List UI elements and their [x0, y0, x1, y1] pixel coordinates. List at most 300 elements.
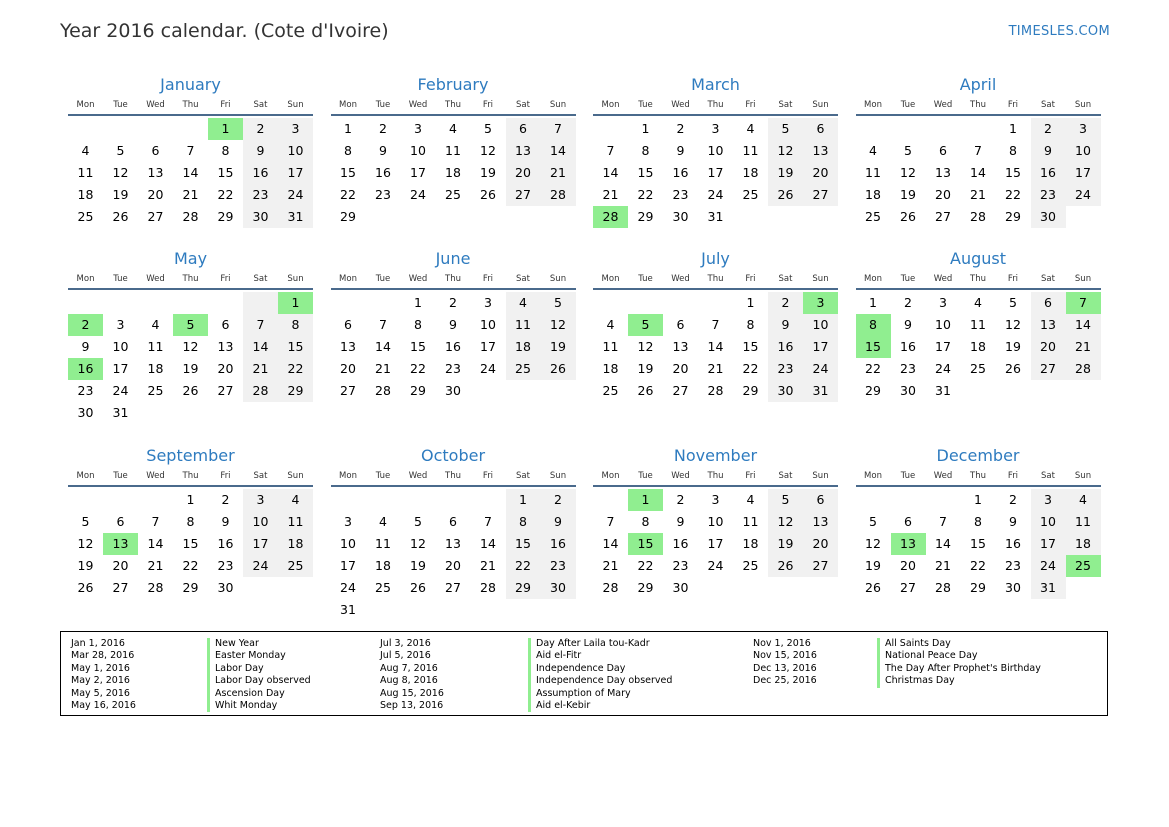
empty-cell — [506, 380, 541, 402]
day-cell: 24 — [243, 555, 278, 577]
day-cell: 12 — [77, 536, 94, 551]
day-cell: 29 — [217, 209, 234, 224]
day-cell: 3 — [414, 121, 422, 136]
weekday-label: Sun — [549, 100, 567, 110]
day-cell: 13 — [103, 533, 138, 555]
day-cell: 13 — [147, 165, 164, 180]
weekday-label: Sat — [778, 100, 793, 110]
day-cell: 5 — [414, 514, 422, 529]
day-cell: 26 — [768, 555, 803, 577]
weekday-label: Mon — [339, 274, 357, 284]
day-cell: 12 — [768, 511, 803, 533]
day-cell: 30 — [445, 383, 461, 398]
day-cell: 5 — [768, 489, 803, 511]
legend-date: Nov 15, 2016 — [753, 650, 817, 662]
day-cell: 10 — [935, 317, 951, 332]
weekday-label: Tue — [638, 100, 653, 110]
day-cell: 7 — [1066, 292, 1101, 314]
day-cell: 6 — [676, 317, 685, 332]
day-cell: 25 — [375, 580, 391, 595]
empty-cell — [961, 118, 996, 140]
weekday-header — [593, 270, 838, 290]
empty-cell — [366, 489, 401, 511]
day-cell: 17 — [480, 339, 496, 354]
day-cell: 17 — [803, 336, 838, 358]
day-cell: 25 — [77, 209, 94, 224]
day-cell: 20 — [506, 162, 541, 184]
day-cell: 2 — [68, 314, 103, 336]
day-cell: 12 — [410, 536, 426, 551]
day-cell: 21 — [602, 187, 619, 202]
empty-cell — [506, 599, 541, 621]
day-cell: 23 — [672, 558, 689, 573]
weekday-header — [331, 467, 576, 487]
day-cell: 18 — [506, 336, 541, 358]
day-cell: 4 — [746, 492, 755, 507]
day-cell: 12 — [182, 339, 199, 354]
day-cell: 6 — [1031, 292, 1066, 314]
month-january — [68, 74, 313, 228]
day-cell: 23 — [672, 187, 689, 202]
day-cell: 19 — [637, 361, 654, 376]
empty-cell — [366, 206, 401, 228]
empty-cell — [856, 118, 891, 140]
day-cell: 11 — [506, 314, 541, 336]
weekday-label: Fri — [482, 471, 494, 481]
day-cell: 1 — [746, 295, 755, 310]
empty-cell — [436, 489, 471, 511]
day-cell: 15 — [217, 165, 234, 180]
day-cell: 18 — [865, 187, 881, 202]
day-cell: 4 — [278, 489, 313, 511]
weekday-label: Tue — [638, 471, 653, 481]
day-cell: 24 — [803, 358, 838, 380]
day-cell: 13 — [217, 339, 234, 354]
day-cell: 20 — [147, 187, 164, 202]
month-name: January — [160, 75, 221, 94]
day-cell: 28 — [375, 383, 391, 398]
day-cell: 18 — [742, 536, 759, 551]
day-cell: 22 — [182, 558, 199, 573]
day-cell: 15 — [637, 165, 654, 180]
day-cell: 6 — [803, 118, 838, 140]
legend-holiday-name: National Peace Day — [885, 650, 978, 662]
empty-cell — [103, 292, 138, 314]
day-cell: 14 — [147, 536, 164, 551]
day-cell: 28 — [147, 580, 164, 595]
weekday-header — [68, 467, 313, 487]
day-cell: 3 — [939, 295, 947, 310]
day-cell: 5 — [173, 314, 208, 336]
day-cell: 17 — [1031, 533, 1066, 555]
day-cell: 7 — [711, 317, 720, 332]
day-cell: 24 — [480, 361, 496, 376]
day-cell: 22 — [637, 187, 654, 202]
weekday-label: Mon — [864, 274, 882, 284]
day-cell: 21 — [707, 361, 724, 376]
weekday-label: Fri — [220, 471, 231, 481]
day-cell: 10 — [1031, 511, 1066, 533]
empty-cell — [856, 489, 891, 511]
weekday-label: Sat — [516, 274, 530, 284]
day-cell: 18 — [1066, 533, 1101, 555]
day-cell: 6 — [506, 118, 541, 140]
month-name: April — [959, 75, 997, 94]
day-cell: 6 — [221, 317, 230, 332]
day-cell: 30 — [672, 580, 689, 595]
day-cell: 7 — [243, 314, 278, 336]
empty-cell — [1066, 206, 1101, 228]
day-cell: 10 — [340, 536, 356, 551]
weekday-label: Wed — [933, 100, 953, 110]
month-name: September — [146, 446, 235, 465]
weekday-label: Sat — [253, 274, 268, 284]
weekday-label: Fri — [745, 274, 756, 284]
day-cell: 4 — [869, 143, 877, 158]
month-august — [856, 248, 1101, 402]
page-title: Year 2016 calendar. (Cote d'Ivoire) — [60, 20, 389, 42]
day-cell: 17 — [1066, 162, 1101, 184]
empty-cell — [401, 599, 436, 621]
day-cell: 9 — [81, 339, 90, 354]
legend-names — [207, 638, 311, 712]
day-cell: 21 — [541, 162, 576, 184]
day-cell: 17 — [707, 536, 724, 551]
day-cell: 26 — [112, 209, 129, 224]
day-cell: 31 — [803, 380, 838, 402]
weekday-label: Mon — [864, 100, 882, 110]
day-cell: 2 — [1009, 492, 1017, 507]
day-cell: 8 — [641, 514, 650, 529]
empty-cell — [891, 489, 926, 511]
day-cell: 24 — [1066, 184, 1101, 206]
empty-cell — [541, 380, 576, 402]
day-cell: 6 — [939, 143, 947, 158]
day-grid — [68, 489, 313, 599]
weekday-label: Wed — [408, 274, 428, 284]
weekday-label: Sun — [1074, 274, 1092, 284]
legend-date: May 1, 2016 — [71, 662, 130, 674]
weekday-label: Sun — [812, 100, 829, 110]
weekday-label: Wed — [408, 100, 428, 110]
day-cell: 15 — [506, 533, 541, 555]
day-cell: 16 — [672, 165, 689, 180]
weekday-label: Tue — [900, 100, 916, 110]
weekday-label: Tue — [113, 100, 128, 110]
day-cell: 9 — [379, 143, 387, 158]
legend-holiday-name: Easter Monday — [215, 650, 286, 662]
day-cell: 8 — [974, 514, 982, 529]
day-cell: 21 — [480, 558, 496, 573]
empty-cell — [593, 118, 628, 140]
day-cell: 2 — [243, 118, 278, 140]
day-cell: 29 — [970, 580, 986, 595]
day-cell: 24 — [707, 558, 724, 573]
day-cell: 15 — [742, 339, 759, 354]
day-cell: 23 — [1005, 558, 1021, 573]
day-cell: 22 — [970, 558, 986, 573]
day-cell: 23 — [768, 358, 803, 380]
day-cell: 8 — [641, 143, 650, 158]
day-cell: 27 — [803, 184, 838, 206]
day-cell: 18 — [970, 339, 986, 354]
day-cell: 10 — [803, 314, 838, 336]
empty-cell — [698, 577, 733, 599]
day-cell: 31 — [112, 405, 129, 420]
day-cell: 27 — [340, 383, 356, 398]
empty-cell — [173, 402, 208, 424]
day-cell: 10 — [112, 339, 129, 354]
day-cell: 28 — [707, 383, 724, 398]
day-cell: 11 — [602, 339, 619, 354]
day-cell: 13 — [1031, 314, 1066, 336]
day-cell: 16 — [672, 536, 689, 551]
day-grid — [331, 292, 576, 402]
day-grid — [68, 292, 313, 424]
day-cell: 18 — [77, 187, 94, 202]
day-cell: 7 — [606, 143, 615, 158]
day-cell: 4 — [746, 121, 755, 136]
day-cell: 10 — [278, 140, 313, 162]
day-cell: 13 — [672, 339, 689, 354]
day-cell: 5 — [116, 143, 125, 158]
legend-names — [528, 638, 672, 712]
weekday-label: Mon — [864, 471, 882, 481]
day-cell: 7 — [379, 317, 387, 332]
holiday-legend — [60, 631, 1108, 716]
day-cell: 24 — [340, 580, 356, 595]
weekday-label: Thu — [707, 471, 724, 481]
month-name: November — [673, 446, 758, 465]
weekday-label: Tue — [375, 100, 391, 110]
brand-link[interactable]: TIMESLES.COM — [1008, 24, 1110, 39]
month-march — [593, 74, 838, 228]
weekday-label: Thu — [445, 274, 461, 284]
day-cell: 3 — [278, 118, 313, 140]
month-november — [593, 445, 838, 599]
day-cell: 20 — [672, 361, 689, 376]
weekday-label: Tue — [113, 274, 128, 284]
empty-cell — [768, 206, 803, 228]
weekday-header — [331, 96, 576, 116]
empty-cell — [331, 489, 366, 511]
day-cell: 29 — [182, 580, 199, 595]
day-cell: 5 — [541, 292, 576, 314]
month-february — [331, 74, 576, 228]
day-cell: 14 — [243, 336, 278, 358]
month-name: June — [435, 249, 471, 268]
weekday-label: Thu — [445, 100, 461, 110]
day-cell: 28 — [480, 580, 496, 595]
weekday-label: Sun — [287, 100, 304, 110]
day-cell: 12 — [1005, 317, 1021, 332]
day-cell: 20 — [340, 361, 356, 376]
day-cell: 16 — [68, 358, 103, 380]
day-cell: 6 — [116, 514, 125, 529]
day-cell: 22 — [217, 187, 234, 202]
day-cell: 2 — [1031, 118, 1066, 140]
day-cell: 14 — [182, 165, 199, 180]
day-cell: 29 — [1005, 209, 1021, 224]
day-cell: 5 — [81, 514, 90, 529]
weekday-header — [856, 270, 1101, 290]
day-cell: 31 — [340, 602, 356, 617]
day-cell: 28 — [1066, 358, 1101, 380]
day-cell: 12 — [541, 314, 576, 336]
day-cell: 3 — [344, 514, 352, 529]
month-july — [593, 248, 838, 402]
empty-cell — [138, 118, 173, 140]
day-cell: 27 — [900, 580, 916, 595]
day-cell: 30 — [768, 380, 803, 402]
day-cell: 14 — [1066, 314, 1101, 336]
day-cell: 10 — [707, 514, 724, 529]
day-cell: 1 — [278, 292, 313, 314]
day-cell: 9 — [243, 140, 278, 162]
empty-cell — [243, 577, 278, 599]
weekday-label: Wed — [408, 471, 428, 481]
day-cell: 25 — [445, 187, 461, 202]
weekday-label: Sun — [549, 274, 567, 284]
legend-date: Nov 1, 2016 — [753, 638, 811, 649]
empty-cell — [103, 118, 138, 140]
day-cell: 25 — [147, 383, 164, 398]
day-cell: 19 — [1005, 339, 1021, 354]
day-cell: 16 — [217, 536, 234, 551]
empty-cell — [698, 292, 733, 314]
empty-cell — [68, 489, 103, 511]
empty-cell — [593, 489, 628, 511]
weekday-label: Fri — [1007, 100, 1019, 110]
day-cell: 25 — [742, 558, 759, 573]
day-cell: 4 — [379, 514, 387, 529]
day-cell: 11 — [147, 339, 164, 354]
empty-cell — [541, 206, 576, 228]
weekday-label: Tue — [375, 471, 391, 481]
day-cell: 8 — [414, 317, 422, 332]
legend-dates — [380, 638, 444, 712]
legend-holiday-name: Aid el-Fitr — [536, 650, 582, 662]
day-cell: 3 — [243, 489, 278, 511]
day-grid — [856, 489, 1101, 599]
weekday-label: Fri — [1007, 471, 1019, 481]
day-cell: 18 — [278, 533, 313, 555]
day-cell: 25 — [602, 383, 619, 398]
day-cell: 12 — [480, 143, 496, 158]
day-cell: 3 — [116, 317, 125, 332]
day-cell: 17 — [112, 361, 129, 376]
empty-cell — [506, 206, 541, 228]
month-name: August — [950, 249, 1006, 268]
empty-cell — [208, 292, 243, 314]
day-cell: 19 — [768, 162, 803, 184]
day-cell: 5 — [628, 314, 663, 336]
legend-dates — [753, 638, 817, 688]
day-cell: 18 — [742, 165, 759, 180]
day-cell: 28 — [593, 206, 628, 228]
day-cell: 7 — [151, 514, 160, 529]
day-grid — [331, 489, 576, 621]
weekday-label: Wed — [933, 274, 953, 284]
empty-cell — [471, 206, 506, 228]
day-cell: 22 — [340, 187, 356, 202]
empty-cell — [243, 292, 278, 314]
day-cell: 18 — [602, 361, 619, 376]
day-cell: 26 — [637, 383, 654, 398]
day-cell: 30 — [1031, 206, 1066, 228]
day-cell: 6 — [449, 514, 457, 529]
day-grid — [593, 489, 838, 599]
weekday-label: Thu — [970, 274, 986, 284]
day-cell: 11 — [742, 143, 759, 158]
day-grid — [593, 292, 838, 402]
weekday-label: Thu — [707, 100, 724, 110]
weekday-label: Sun — [812, 274, 829, 284]
day-cell: 21 — [182, 187, 199, 202]
day-cell: 21 — [243, 358, 278, 380]
day-cell: 7 — [186, 143, 195, 158]
day-cell: 21 — [147, 558, 164, 573]
month-june — [331, 248, 576, 402]
month-name: December — [936, 446, 1020, 465]
day-cell: 23 — [375, 187, 391, 202]
empty-cell — [208, 402, 243, 424]
day-cell: 8 — [344, 143, 352, 158]
legend-date: Jan 1, 2016 — [71, 638, 125, 649]
weekday-header — [856, 96, 1101, 116]
day-cell: 15 — [278, 336, 313, 358]
day-cell: 20 — [445, 558, 461, 573]
day-cell: 9 — [541, 511, 576, 533]
day-cell: 7 — [974, 143, 982, 158]
empty-cell — [803, 206, 838, 228]
day-cell: 14 — [375, 339, 391, 354]
day-cell: 17 — [410, 165, 426, 180]
day-cell: 25 — [278, 555, 313, 577]
day-cell: 8 — [506, 511, 541, 533]
day-cell: 27 — [1031, 358, 1066, 380]
day-cell: 22 — [742, 361, 759, 376]
weekday-label: Sun — [812, 471, 829, 481]
day-cell: 23 — [1031, 184, 1066, 206]
weekday-label: Mon — [601, 100, 620, 110]
day-cell: 15 — [340, 165, 356, 180]
weekday-label: Wed — [671, 274, 690, 284]
day-cell: 3 — [1066, 118, 1101, 140]
day-cell: 10 — [480, 317, 496, 332]
day-cell: 8 — [278, 314, 313, 336]
day-cell: 4 — [1066, 489, 1101, 511]
day-cell: 13 — [445, 536, 461, 551]
weekday-label: Thu — [182, 100, 199, 110]
weekday-label: Sun — [549, 471, 567, 481]
day-cell: 22 — [865, 361, 881, 376]
empty-cell — [103, 489, 138, 511]
empty-cell — [68, 118, 103, 140]
day-cell: 30 — [900, 383, 916, 398]
legend-holiday-name: Day After Laila tou-Kadr — [536, 638, 650, 649]
day-cell: 14 — [480, 536, 496, 551]
day-cell: 16 — [768, 336, 803, 358]
weekday-label: Tue — [900, 471, 916, 481]
day-cell: 22 — [1005, 187, 1021, 202]
day-cell: 27 — [803, 555, 838, 577]
weekday-label: Sat — [1041, 100, 1055, 110]
day-cell: 26 — [1005, 361, 1021, 376]
empty-cell — [1066, 380, 1101, 402]
day-grid — [331, 118, 576, 228]
empty-cell — [436, 599, 471, 621]
